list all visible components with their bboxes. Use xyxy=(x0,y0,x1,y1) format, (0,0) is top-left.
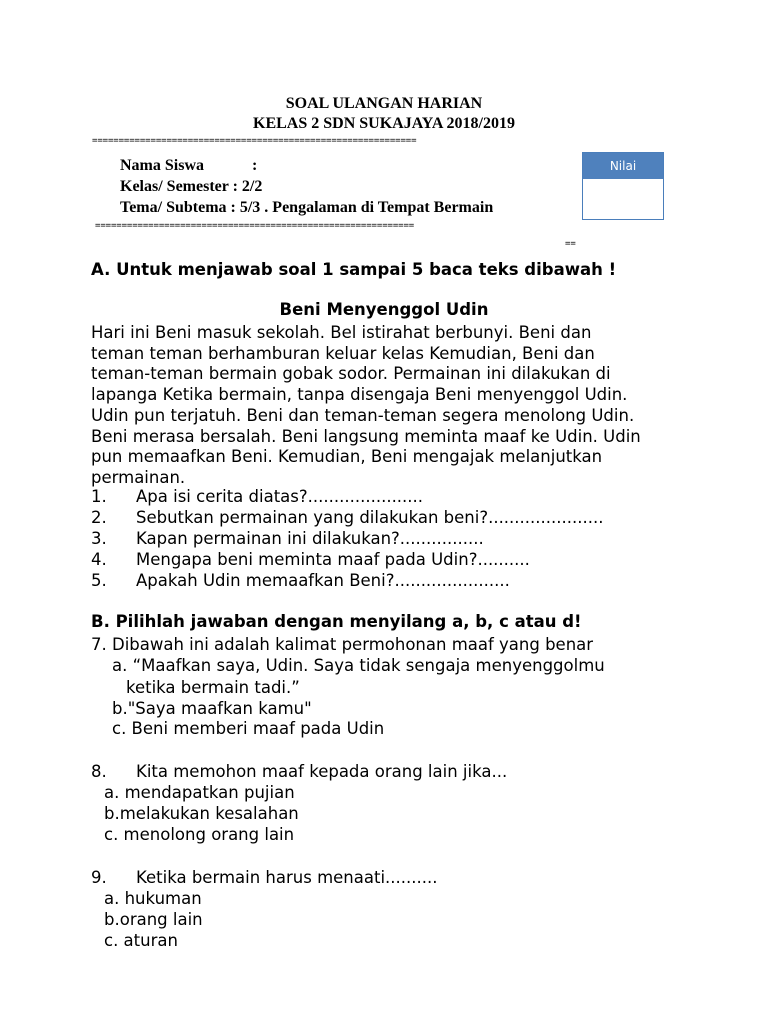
story-paragraph xyxy=(91,323,677,489)
question-8 xyxy=(91,762,507,781)
story-line: teman teman berhamburan keluar kelas Kemudian, Beni dan xyxy=(91,343,595,363)
question-8-option-c: c. menolong orang lain xyxy=(104,825,295,844)
separator-line-bottom: ============================================================ xyxy=(95,221,415,231)
question-text: Mengapa beni meminta maaf pada Udin?.......... xyxy=(136,550,530,569)
question-7-option-c: c. Beni memberi maaf pada Udin xyxy=(112,719,385,738)
score-box xyxy=(582,152,664,220)
class-semester-field: Kelas/ Semester : 2/2 xyxy=(120,178,263,195)
question-text: Apa isi cerita diatas?...................... xyxy=(136,487,424,506)
question-7-option-b: b."Saya maafkan kamu" xyxy=(112,699,312,718)
section-a-heading: A. Untuk menjawab soal 1 sampai 5 baca teks dibawah ! xyxy=(91,260,617,279)
question-number: 5. xyxy=(91,571,107,590)
story-line: lapanga Ketika bermain, tanpa disengaja Beni menyenggol Udin. xyxy=(91,385,628,405)
story-title: Beni Menyenggol Udin xyxy=(279,300,489,319)
question-number: 4. xyxy=(91,550,107,569)
question-7-option-a-cont: ketika bermain tadi.” xyxy=(126,678,300,697)
question-7: 7. Dibawah ini adalah kalimat permohonan maaf yang benar xyxy=(91,635,594,654)
question-text: Sebutkan permainan yang dilakukan beni?...................... xyxy=(136,508,604,527)
question-5 xyxy=(91,571,510,590)
story-line: Beni merasa bersalah. Beni langsung meminta maaf ke Udin. Udin xyxy=(91,426,641,446)
question-9-option-a: a. hukuman xyxy=(104,889,202,908)
question-8-option-a: a. mendapatkan pujian xyxy=(104,783,295,802)
story-line: permainan. xyxy=(91,467,186,487)
question-9-option-c: c. aturan xyxy=(104,931,178,950)
story-line: teman-teman bermain gobak sodor. Permainan ini dilakukan di xyxy=(91,364,611,384)
question-2 xyxy=(91,508,603,527)
student-name-colon: : xyxy=(252,157,258,174)
question-number: 8. xyxy=(91,762,107,781)
question-9 xyxy=(91,868,437,887)
theme-subtheme-field: Tema/ Subtema : 5/3 . Pengalaman di Tempat Bermain xyxy=(120,199,494,216)
story-line: Hari ini Beni masuk sekolah. Bel istirahat berbunyi. Beni dan xyxy=(91,323,592,342)
document-subtitle: KELAS 2 SDN SUKAJAYA 2018/2019 xyxy=(253,115,515,132)
question-3 xyxy=(91,529,484,548)
separator-line-tail: == xyxy=(565,239,576,249)
question-text: Kita memohon maaf kepada orang lain jika... xyxy=(136,762,508,781)
separator-line-top: ============================================================= xyxy=(92,136,417,146)
question-text: Ketika bermain harus menaati.......... xyxy=(136,868,438,887)
student-name-label: Nama Siswa xyxy=(120,157,205,174)
question-4 xyxy=(91,550,530,569)
question-text: Kapan permainan ini dilakukan?................ xyxy=(136,529,484,548)
question-1 xyxy=(91,487,423,506)
question-number: 3. xyxy=(91,529,107,548)
score-box-label: Nilai xyxy=(583,153,663,179)
question-7-option-a: a. “Maafkan saya, Udin. Saya tidak sengaja menyenggolmu xyxy=(112,656,605,675)
question-number: 2. xyxy=(91,508,107,527)
question-text: Apakah Udin memaafkan Beni?...................... xyxy=(136,571,510,590)
story-line: pun memaafkan Beni. Kemudian, Beni mengajak melanjutkan xyxy=(91,447,603,467)
document-title: SOAL ULANGAN HARIAN xyxy=(285,95,483,112)
question-number: 9. xyxy=(91,868,107,887)
question-9-option-b: b.orang lain xyxy=(104,910,203,929)
story-line: Udin pun terjatuh. Beni dan teman-teman segera menolong Udin. xyxy=(91,405,635,425)
question-number: 1. xyxy=(91,487,107,506)
question-8-option-b: b.melakukan kesalahan xyxy=(104,804,299,823)
section-b-heading: B. Pilihlah jawaban dengan menyilang a, b, c atau d! xyxy=(91,612,582,631)
